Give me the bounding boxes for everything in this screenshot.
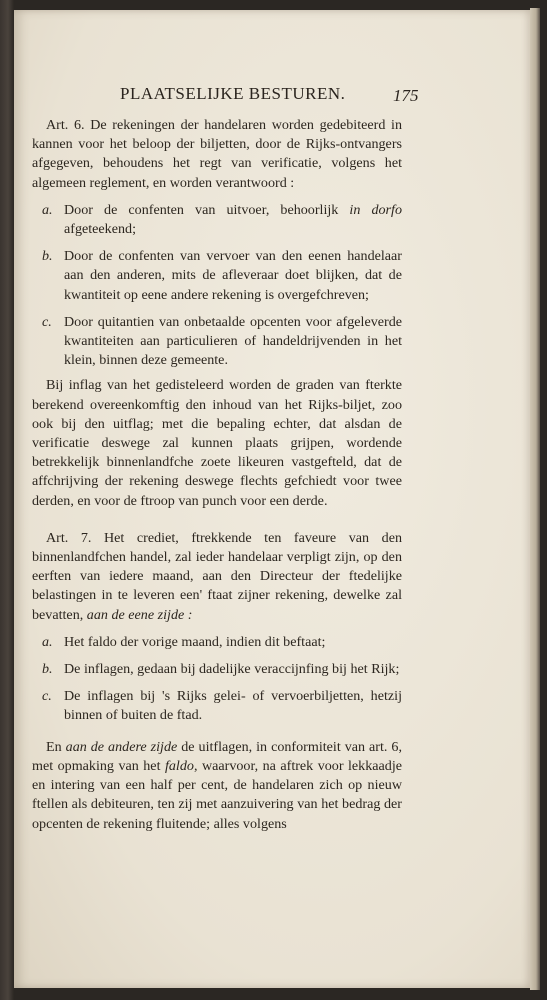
item-text: De inflagen, gedaan bij dadelijke veraccijnfing bij het Rijk; <box>64 661 400 678</box>
closing-text: , waarvoor, na aftrek voor lekkaadje en intering van een half per cent, de handelaren zich op nieuw ftellen als debiteuren, ten zij met aanzuivering van het bedrag der opcenten de rekening fluitende; alles volgens <box>32 757 402 832</box>
item-label: b. <box>42 248 53 265</box>
item-label: c. <box>42 688 52 705</box>
item-text-part: Door de confenten van uitvoer, behoorlijk <box>64 201 350 218</box>
page-body <box>32 116 402 834</box>
art7-intro-italic: aan de eene zijde : <box>86 606 193 623</box>
item-text-part: afgeteekend; <box>64 221 136 238</box>
item-text: Door de confenten van vervoer van den eenen handelaar aan den anderen, mits de afleveraar doet blijken, dat de kwantiteit op eene andere rekening is overgefchreven; <box>64 248 402 303</box>
page-edge <box>530 8 540 990</box>
art6-closing: Bij inflag van het gedisteleerd worden de graden van fterkte berekend overeenkomftig den inhoud van het Rijks-biljet, zoo ook bij den uitflag; met die bepaling echter, dat alsdan de verificatie deswege zal kunnen plaats grijpen, wordende betrekkelijk binnenlandfche zoete likeuren vastgefteld, dat de affchrijving der rekening deswege flechts gefchiedt voor twee derden, en voor de ftroop van punch voor een derde. <box>32 377 402 509</box>
closing-italic: faldo <box>164 757 194 774</box>
art7-item-b <box>32 660 402 679</box>
item-label: a. <box>42 201 53 218</box>
closing-italic: aan de andere zijde <box>65 738 178 755</box>
art7-intro <box>32 529 402 625</box>
art6-intro: Art. 6. De rekeningen der handelaren worden gedebiteerd in kannen voor het beloop der biljetten, door de Rijks-ontvangers afgegeven, behoudens het regt van verificatie, volgens het algemeen reglement, en worden verantwoord : <box>32 117 402 191</box>
art6-item-c <box>32 313 402 371</box>
item-label: b. <box>42 661 53 678</box>
item-label: c. <box>42 313 52 330</box>
running-header: PLAATSELIJKE BESTUREN. <box>120 84 346 103</box>
art6-item-b <box>32 247 402 305</box>
item-text <box>64 201 402 239</box>
art6-item-a <box>32 201 402 239</box>
item-text: Het faldo der vorige maand, indien dit beftaat; <box>64 633 326 650</box>
closing-text: En <box>46 738 66 755</box>
art7-intro-text: Art. 7. Het crediet, ftrekkende ten faveure van den binnenlandfchen handel, zal ieder handelaar verpligt zijn, op den eerften van iedere maand, aan den Directeur der ftedelijke belastingen in te leveren een' ftaat zijner rekening, dewelke zal bevatten, <box>32 529 402 623</box>
art7-item-a <box>32 633 402 652</box>
art7-closing <box>32 738 402 834</box>
page-number: 175 <box>393 86 419 105</box>
item-text: Door quitantien van onbetaalde opcenten voor afgeleverde kwantiteiten aan particulieren of handeldrijvenden in het klein, binnen deze gemeente. <box>64 313 402 369</box>
item-label: a. <box>42 633 53 650</box>
item-text-italic: in dorfo <box>349 201 402 218</box>
art7-item-c <box>32 687 402 725</box>
closing-text: de uitflagen, in conformiteit van art. 6, met opmaking van het <box>32 738 402 774</box>
item-text: De inflagen bij 's Rijks gelei- of vervoerbiljetten, hetzij binnen of buiten de ftad. <box>64 688 402 724</box>
